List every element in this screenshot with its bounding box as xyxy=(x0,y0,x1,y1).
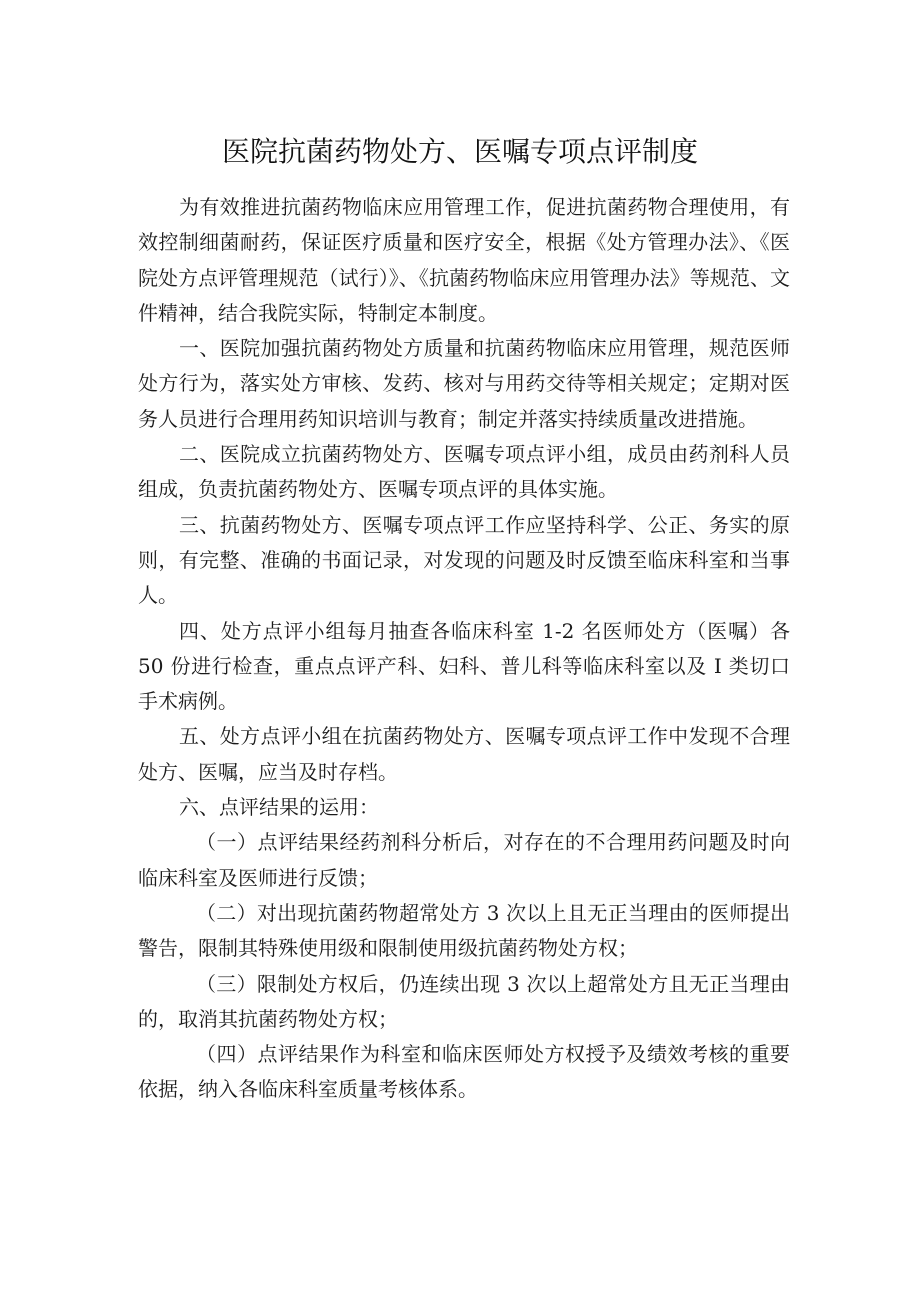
paragraph-article-3: 三、抗菌药物处方、医嘱专项点评工作应坚持科学、公正、务实的原则，有完整、准确的书面记录，对发现的问题及时反馈至临床科室和当事人。 xyxy=(138,512,790,608)
sub-item-3: （三）限制处方权后，仍连续出现 3 次以上超常处方且无正当理由的，取消其抗菌药物处方权； xyxy=(138,971,790,1031)
paragraph-article-6: 六、点评结果的运用： xyxy=(179,795,379,820)
sub-item-2: （二）对出现抗菌药物超常处方 3 次以上且无正当理由的医师提出警告，限制其特殊使用级和限制使用级抗菌药物处方权； xyxy=(138,900,790,961)
document-title: 医院抗菌药物处方、医嘱专项点评制度 xyxy=(221,135,698,168)
paragraph-article-1: 一、医院加强抗菌药物处方质量和抗菌药物临床应用管理，规范医师处方行为，落实处方审核、发药、核对与用药交待等相关规定；定期对医务人员进行合理用药知识培训与教育；制定并落实持续质量改进措施。 xyxy=(138,336,790,431)
document-body xyxy=(138,190,790,1108)
paragraph-article-4: 四、处方点评小组每月抽查各临床科室 1-2 名医师处方（医嘱）各 50 份进行检查，重点点评产科、妇科、普儿科等临床科室以及 I 类切口手术病例。 xyxy=(138,618,790,714)
paragraph-intro: 为有效推进抗菌药物临床应用管理工作，促进抗菌药物合理使用，有效控制细菌耐药，保证医疗质量和医疗安全，根据《处方管理办法》、《医院处方点评管理规范（试行）》、《抗菌药物临床应用管理办法》等规范、文件精神，结合我院实际，特制定本制度。 xyxy=(138,195,790,325)
paragraph-article-2: 二、医院成立抗菌药物处方、医嘱专项点评小组，成员由药剂科人员组成，负责抗菌药物处方、医嘱专项点评的具体实施。 xyxy=(138,442,790,502)
paragraph-article-5: 五、处方点评小组在抗菌药物处方、医嘱专项点评工作中发现不合理处方、医嘱，应当及时存档。 xyxy=(138,724,790,784)
sub-item-1: （一）点评结果经药剂科分析后，对存在的不合理用药问题及时向临床科室及医师进行反馈； xyxy=(138,830,790,890)
sub-item-4: （四）点评结果作为科室和临床医师处方权授予及绩效考核的重要依据，纳入各临床科室质量考核体系。 xyxy=(138,1042,790,1102)
